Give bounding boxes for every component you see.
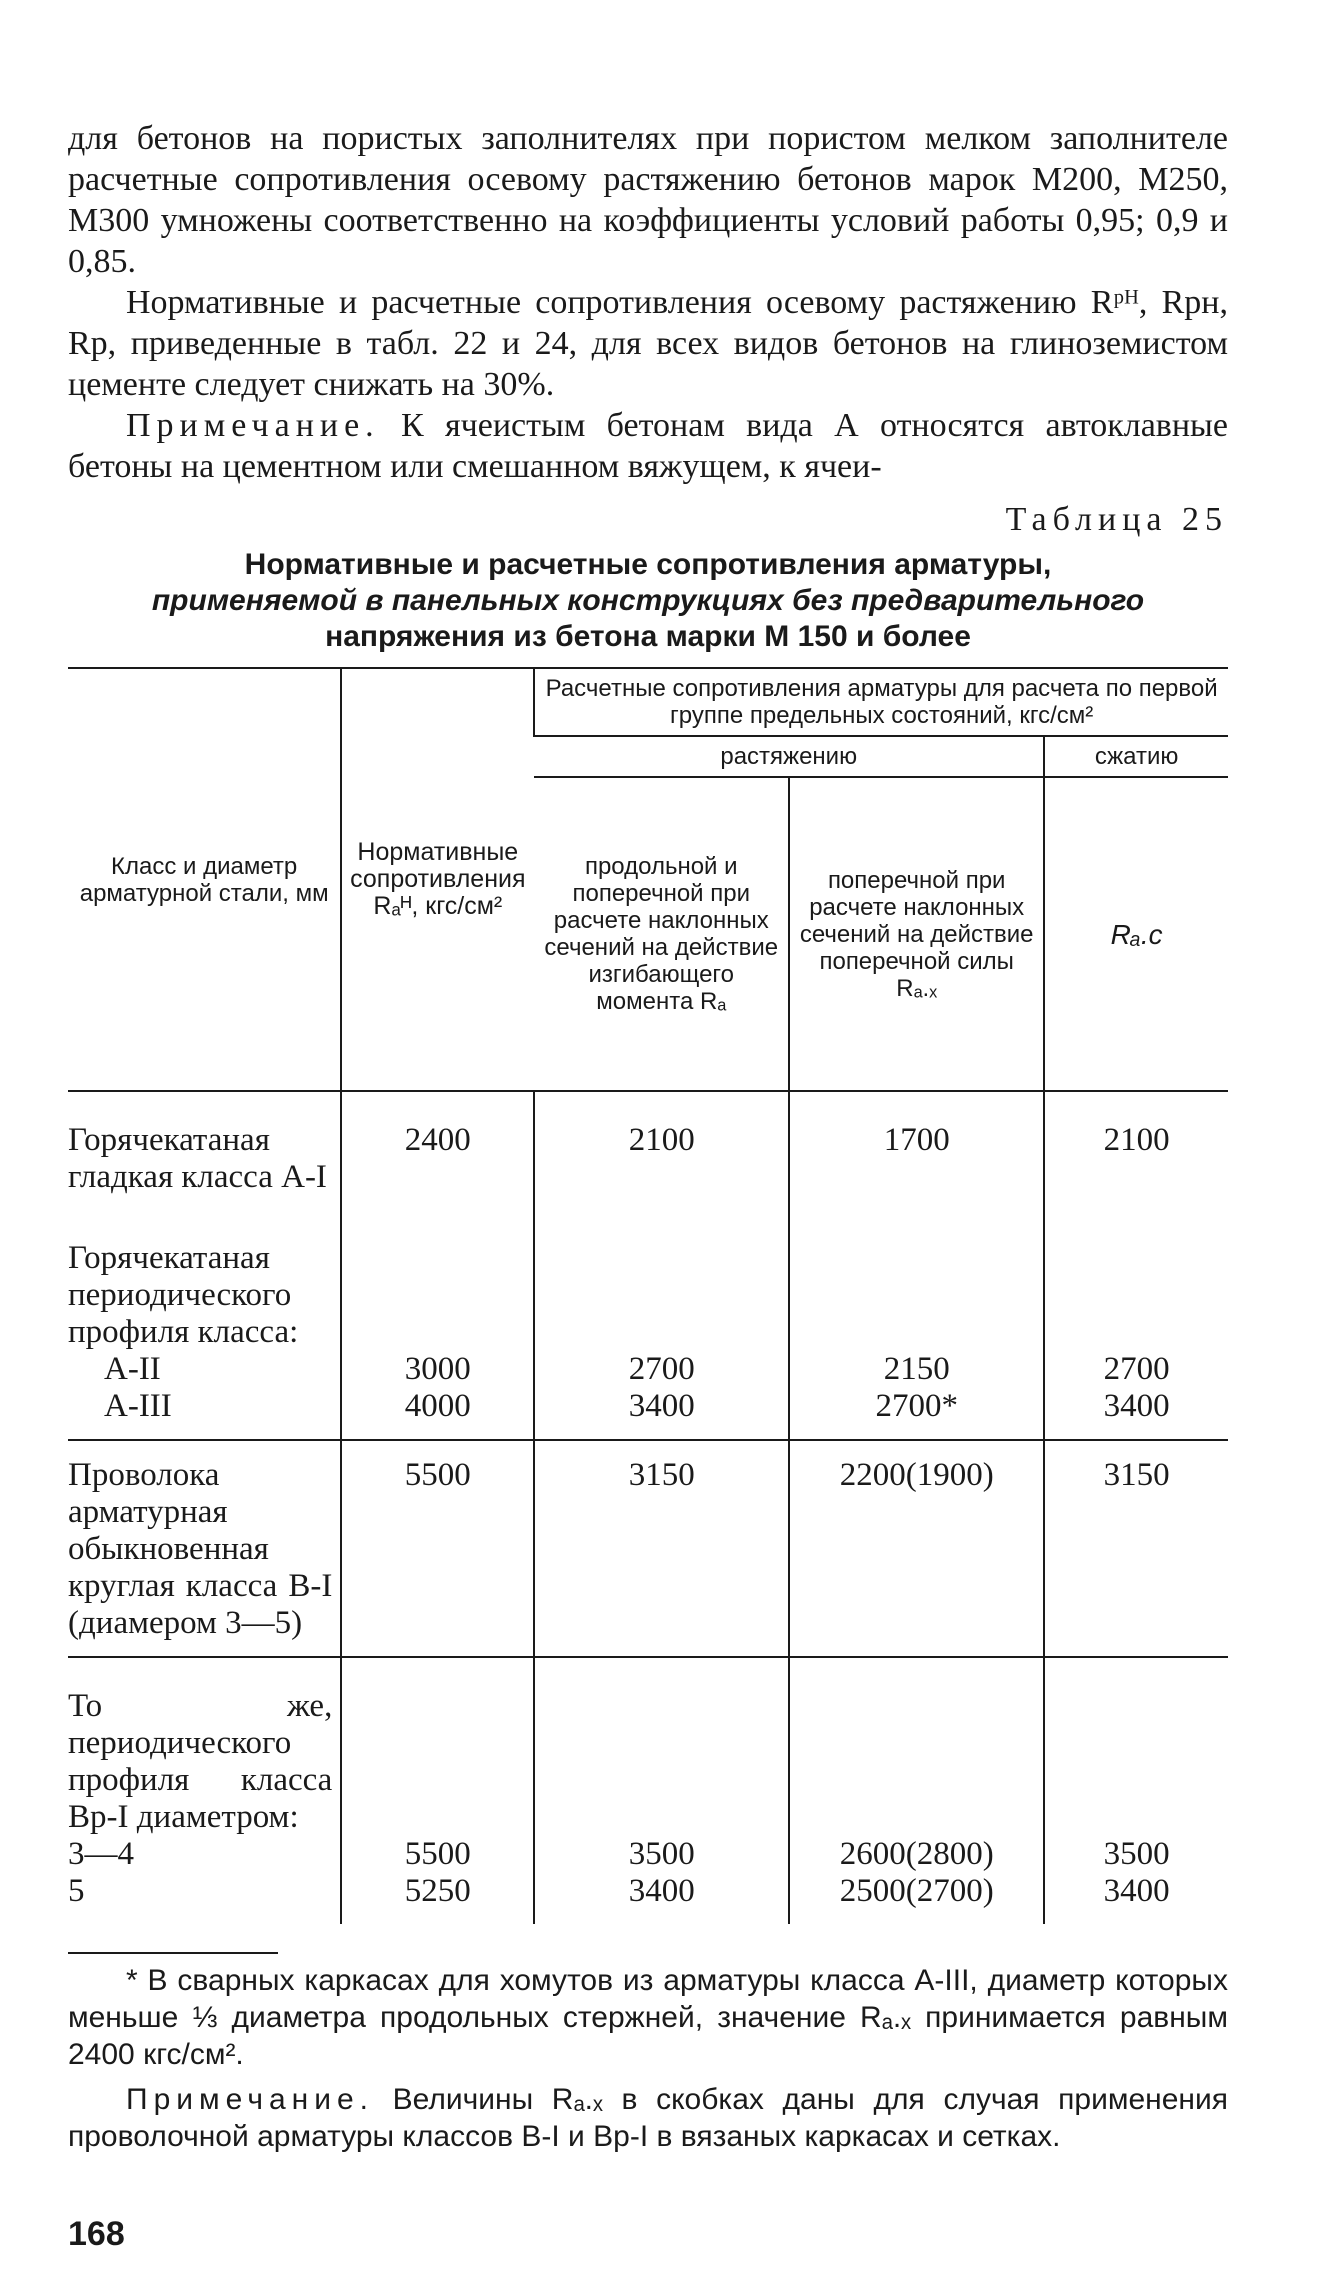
cell-rac-group	[1044, 1657, 1228, 1924]
cell-rax: 2150	[883, 1351, 950, 1387]
footnote: * В сварных каркасах для хомутов из арматуры класса А-III, диаметр которых меньше ⅓ диаметра продольных стержней, значение Rₐ.ₓ принимается равным 2400 кгс/см².	[68, 1964, 1228, 2071]
cell-ra: 2100	[534, 1091, 789, 1210]
page-number: 168	[68, 2215, 125, 2253]
header-tension: растяжению	[534, 736, 1044, 777]
cell-rax: 1700	[789, 1091, 1044, 1210]
row-sublabel: 5	[68, 1873, 85, 1909]
note-text: К ячеистым бетонам вида А относятся автоклавные бетоны на цементном или смешанном вяжущем, к ячеи-	[68, 407, 1228, 485]
row-label-group	[68, 1657, 341, 1924]
cell-rac: 2100	[1044, 1091, 1228, 1210]
cell-rax: 2700*	[875, 1388, 958, 1424]
cell-rax: 2600(2800)	[839, 1836, 994, 1872]
cell-normative-group	[341, 1210, 534, 1440]
table-title	[68, 547, 1228, 655]
cell-rax: 2200(1900)	[789, 1440, 1044, 1657]
cell-rac: 3500	[1103, 1836, 1170, 1872]
cell-rac: 3400	[1103, 1388, 1170, 1424]
table-note	[68, 2081, 1228, 2155]
table-row	[68, 1657, 1228, 1924]
cell-ra-group	[534, 1657, 789, 1924]
header-transverse: поперечной при расчете наклонных сечений на действие поперечной силы Rₐ.ₓ	[789, 777, 1044, 1091]
row-label: Проволока арматурная обыкновенная круглая класса В-I (диамером 3—5)	[68, 1440, 341, 1657]
table-row	[68, 1210, 1228, 1440]
intro-paragraph-2: Нормативные и расчетные сопротивления осевому растяжению Rᵖᴴ, Rрн, Rр, приведенные в табл. 22 и 24, для всех видов бетонов на глиноземистом цементе следует снижать на 30%.	[68, 284, 1228, 403]
note-heading: Примечание.	[126, 407, 380, 444]
note2-text: Величины Rₐ.ₓ в скобках даны для случая применения проволочной арматуры классов В-I и Вр-I в вязаных каркасах и сетках.	[68, 2083, 1228, 2153]
table-title-line-1: Нормативные и расчетные сопротивления арматуры,	[244, 548, 1052, 581]
header-design-group: Расчетные сопротивления арматуры для расчета по первой группе предельных состояний, кгс/см²	[534, 668, 1228, 736]
table-title-line-2: применяемой в панельных конструкциях без предварительного	[151, 584, 1145, 617]
header-rac: Rₐ.с	[1044, 777, 1228, 1091]
cell-ra: 2700	[628, 1351, 695, 1387]
footnote-rule	[68, 1952, 278, 1954]
cell-ra: 3400	[628, 1388, 695, 1424]
intro-paragraph-1: для бетонов на пористых заполнителях при пористом мелком заполнителе расчетные сопротивления осевому растяжению бетонов марок М200, М250, М300 умножены соответственно на коэффициенты условий работы 0,95; 0,9 и 0,85.	[68, 120, 1228, 280]
table-row	[68, 1440, 1228, 1657]
row-label: Горячекатаная периодического профиля класса:	[68, 1240, 299, 1350]
header-class: Класс и диаметр арматурной стали, мм	[79, 852, 329, 907]
cell-ra: 3400	[628, 1873, 695, 1909]
cell-rax-group	[789, 1657, 1044, 1924]
cell-rac-group	[1044, 1210, 1228, 1440]
header-compression: сжатию	[1044, 736, 1228, 777]
header-longitudinal: продольной и поперечной при расчете наклонных сечений на действие изгибающего момента Rₐ	[534, 777, 789, 1091]
cell-normative: 2400	[341, 1091, 534, 1210]
cell-normative: 5250	[404, 1873, 471, 1909]
page	[68, 118, 1228, 2254]
header-normative: Нормативные сопротивления Rₐᴴ, кгс/см²	[341, 668, 534, 1091]
row-sublabel: 3—4	[68, 1836, 134, 1872]
cell-ra: 3500	[628, 1836, 695, 1872]
cell-normative: 3000	[404, 1351, 471, 1387]
cell-normative-group	[341, 1657, 534, 1924]
cell-ra: 3150	[534, 1440, 789, 1657]
cell-rax: 2500(2700)	[839, 1873, 994, 1909]
row-sublabel: А-III	[104, 1388, 172, 1424]
rebar-resistance-table	[68, 667, 1228, 1924]
row-label: Горячекатаная гладкая класса А-I	[68, 1122, 327, 1195]
table-title-line-3: напряжения из бетона марки М 150 и более	[325, 620, 971, 653]
cell-normative: 4000	[404, 1388, 471, 1424]
cell-normative: 5500	[404, 1836, 471, 1872]
cell-rax-group	[789, 1210, 1044, 1440]
cell-rac: 3400	[1103, 1873, 1170, 1909]
intro-note	[68, 405, 1228, 487]
row-label: То же, периодического профиля класса Вр-I диаметром:	[68, 1688, 333, 1835]
cell-ra-group	[534, 1210, 789, 1440]
row-sublabel: А-II	[104, 1351, 161, 1387]
note2-heading: Примечание.	[126, 2083, 374, 2116]
cell-rac: 3150	[1044, 1440, 1228, 1657]
cell-normative: 5500	[341, 1440, 534, 1657]
cell-rac: 2700	[1103, 1351, 1170, 1387]
row-label-group	[68, 1210, 341, 1440]
table-label: Таблица 25	[1005, 501, 1228, 538]
table-row	[68, 1091, 1228, 1210]
